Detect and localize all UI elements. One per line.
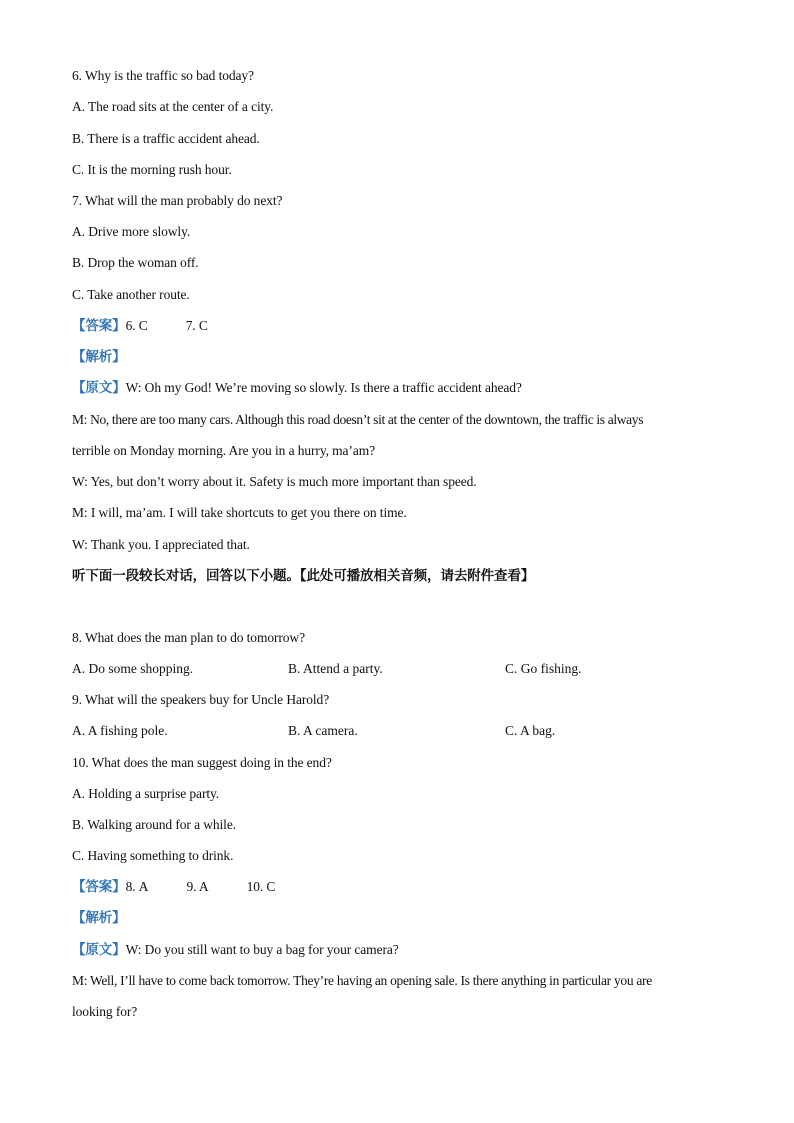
transcript-1-line-2: M: No, there are too many cars. Although this road doesn’t sit at the center of the downtown, the traffic is always xyxy=(72,412,644,427)
question-6-stem: 6. Why is the traffic so bad today? xyxy=(72,68,254,83)
question-9-stem: 9. What will the speakers buy for Uncle Harold? xyxy=(72,692,330,707)
transcript-1-line-3: terrible on Monday morning. Are you in a hurry, ma’am? xyxy=(72,443,376,458)
answer-label: 【答案】 xyxy=(72,318,126,334)
answer-q9: 9. A xyxy=(186,879,209,894)
answer-line-2 xyxy=(72,878,275,896)
analysis-line-2 xyxy=(72,909,126,927)
transcript-1-text-1: W: Oh my God! We’re moving so slowly. Is there a traffic accident ahead? xyxy=(125,380,522,395)
question-8-option-b: B. Attend a party. xyxy=(288,661,383,676)
question-9-option-b: B. A camera. xyxy=(288,723,358,738)
answer-q8: 8. A xyxy=(125,879,149,894)
analysis-label-2: 【解析】 xyxy=(72,910,126,926)
answer-q6: 6. C xyxy=(125,318,148,333)
transcript-2-line-2: M: Well, I’ll have to come back tomorrow. They’re having an opening sale. Is there anything in particular you are xyxy=(72,973,652,988)
question-9-option-c: C. A bag. xyxy=(505,723,556,738)
transcript-1-line-6: W: Thank you. I appreciated that. xyxy=(72,537,250,552)
question-7-stem: 7. What will the man probably do next? xyxy=(72,193,283,208)
analysis-line-1 xyxy=(72,348,126,366)
question-6-option-c: C. It is the morning rush hour. xyxy=(72,162,232,177)
transcript-label: 【原文】 xyxy=(72,380,126,396)
question-7-option-c: C. Take another route. xyxy=(72,287,190,302)
question-8-option-c: C. Go fishing. xyxy=(505,661,582,676)
transcript-1-line-5: M: I will, ma’am. I will take shortcuts to get you there on time. xyxy=(72,505,407,520)
question-8-stem: 8. What does the man plan to do tomorrow? xyxy=(72,630,305,645)
question-6-option-a: A. The road sits at the center of a city. xyxy=(72,99,274,114)
transcript-2-text-1: W: Do you still want to buy a bag for your camera? xyxy=(125,942,399,957)
analysis-label: 【解析】 xyxy=(72,349,126,365)
question-6-option-b: B. There is a traffic accident ahead. xyxy=(72,131,260,146)
transcript-2-line-3: looking for? xyxy=(72,1004,138,1019)
transcript-label-2: 【原文】 xyxy=(72,942,126,958)
question-10-option-b: B. Walking around for a while. xyxy=(72,817,237,832)
question-9-option-a: A. A fishing pole. xyxy=(72,723,168,738)
question-10-option-c: C. Having something to drink. xyxy=(72,848,234,863)
question-10-stem: 10. What does the man suggest doing in the end? xyxy=(72,755,332,770)
transcript-1-line-4: W: Yes, but don’t worry about it. Safety is much more important than speed. xyxy=(72,474,477,489)
question-8-option-a: A. Do some shopping. xyxy=(72,661,194,676)
answer-label-2: 【答案】 xyxy=(72,879,126,895)
question-7-option-a: A. Drive more slowly. xyxy=(72,224,191,239)
listening-instruction: 听下面一段较长对话，回答以下小题。【此处可播放相关音频，请去附件查看】 xyxy=(72,568,535,584)
answer-q7: 7. C xyxy=(185,318,208,333)
transcript-1-line-1 xyxy=(72,379,522,397)
question-10-option-a: A. Holding a surprise party. xyxy=(72,786,220,801)
question-7-option-b: B. Drop the woman off. xyxy=(72,255,199,270)
answer-q10: 10. C xyxy=(246,879,276,894)
transcript-2-line-1 xyxy=(72,941,399,959)
answer-line-1 xyxy=(72,317,208,335)
